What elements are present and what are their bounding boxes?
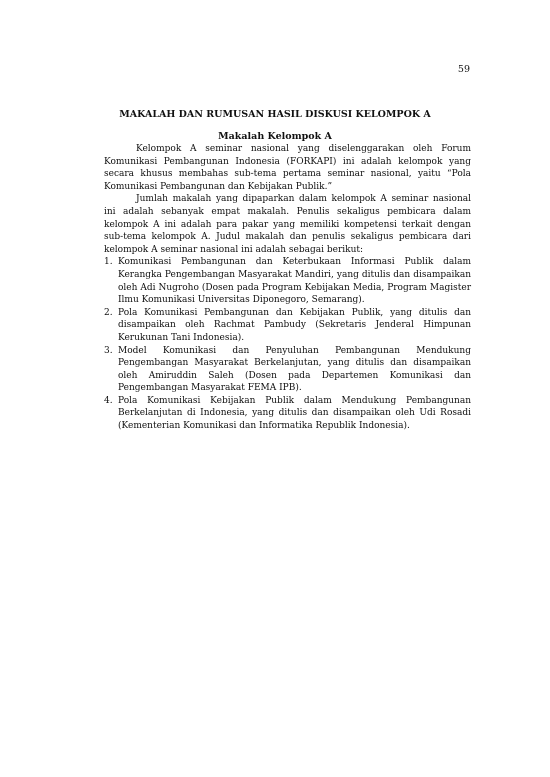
list-item-text: Model Komunikasi dan Penyuluhan Pembangunan Mendukung Pengembangan Masyarakat Berkelanjutan, yang ditulis dan disampaikan oleh Amiruddin Saleh (Dosen pada Departemen Komunikasi dan Pengembangan Masyarakat FEMA IPB).	[118, 345, 471, 394]
paragraph: Kelompok A seminar nasional yang diselenggarakan oleh Forum Komunikasi Pembangunan Indonesia (FORKAPI) ini adalah kelompok yang secara khusus membahas sub-tema pertama seminar nasional, yaitu “Pola Komunikasi Pembangunan dan Kebijakan Publik.”	[104, 144, 471, 192]
list-item-text: Komunikasi Pembangunan dan Keterbukaan Informasi Publik dalam Kerangka Pengembangan Masyarakat Mandiri, yang ditulis dan disampaikan oleh Adi Nugroho (Dosen pada Program Kebijakan Media, Program Magister Ilmu Komunikasi Universitas Diponegoro, Semarang).	[118, 257, 471, 306]
list-item	[104, 395, 471, 433]
list-item-number: 3.	[104, 345, 113, 356]
paper-list	[104, 256, 471, 432]
list-item-text: Pola Komunikasi Kebijakan Publik dalam Mendukung Pembangunan Berkelanjutan di Indonesia, yang ditulis dan disampaikan oleh Udi Rosadi (Kementerian Komunikasi dan Informatika Republik Indonesia).	[118, 395, 471, 432]
list-item	[104, 307, 471, 345]
list-item-number: 2.	[104, 307, 113, 318]
list-item	[104, 345, 471, 395]
document-body	[104, 143, 471, 433]
paragraph: Jumlah makalah yang dipaparkan dalam kelompok A seminar nasional ini adalah sebanyak empat makalah. Penulis sekaligus pembicara dalam kelompok A ini adalah para pakar yang memiliki kompetensi terkait dengan sub-tema kelompok A. Judul makalah dan penulis sekaligus pembicara dari kelompok A seminar nasional ini adalah sebagai berikut:	[104, 194, 471, 255]
list-item-number: 1.	[104, 257, 113, 268]
list-item	[104, 256, 471, 306]
section-heading: Makalah Kelompok A	[218, 131, 332, 142]
list-item-number: 4.	[104, 395, 113, 406]
page-number: 59	[457, 64, 470, 75]
document-title: MAKALAH DAN RUMUSAN HASIL DISKUSI KELOMPOK A	[119, 109, 431, 120]
list-item-text: Pola Komunikasi Pembangunan dan Kebijakan Publik, yang ditulis dan disampaikan oleh Rachmat Pambudy (Sekretaris Jenderal Himpunan Kerukunan Tani Indonesia).	[118, 307, 471, 343]
